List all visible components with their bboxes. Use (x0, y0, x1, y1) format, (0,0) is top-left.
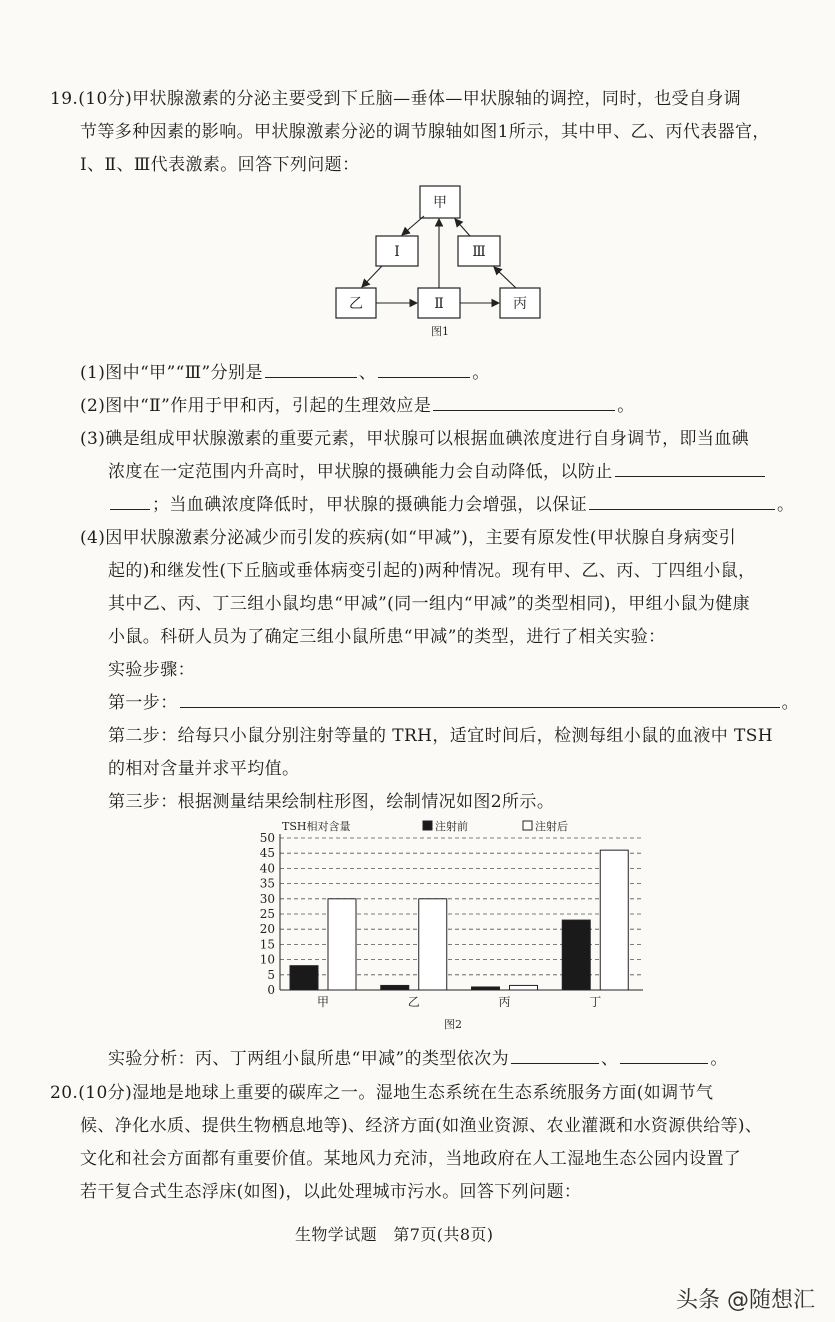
arrow-i-to-yi (362, 266, 382, 287)
y-tick-label: 25 (259, 907, 275, 921)
y-tick-label: 35 (259, 876, 275, 891)
q19-part-3-line-2: 浓度在一定范围内升高时，甲状腺的摄碘能力会自动降低，以防止 (108, 457, 767, 482)
y-tick-label: 0 (267, 983, 275, 997)
q20-line-3: 文化和社会方面都有重要价值。某地风力充沛，当地政府在人工湿地生态公园内设置了 (80, 1149, 742, 1169)
label-ii: Ⅱ (434, 296, 444, 312)
label-iii: Ⅲ (472, 244, 486, 260)
q19-part-3-line-3: ；当血碘浓度降低时，甲状腺的摄碘能力会增强，以保证 。 (108, 490, 794, 515)
label-i: Ⅰ (394, 244, 400, 260)
q20-line-1: 20.(10分)湿地是地球上重要的碳库之一。湿地生态系统在生态系统服务方面(如调节气 (50, 1083, 714, 1103)
q20-line-4: 若干复合式生态浮床(如图)，以此处理城市污水。回答下列问题： (80, 1182, 582, 1202)
arrow-iii-to-jia (455, 219, 470, 236)
bar (290, 966, 318, 990)
step-2-line-2: 的相对含量并求平均值。 (108, 759, 300, 779)
analysis: 实验分析：丙、丁两组小鼠所患“甲减”的类型依次为 、 。 (108, 1049, 728, 1069)
y-tick-label: 10 (259, 952, 275, 967)
q19-part-3-line-1: (3)碘是组成甲状腺激素的重要元素，甲状腺可以根据血碘浓度进行自身调节，即当血碘 (80, 429, 750, 449)
bar (562, 920, 590, 990)
q19-part-4-line-2: 起的)和继发性(下丘脑或垂体病变引起的)两种情况。现有甲、乙、丙、丁四组小鼠， (108, 561, 756, 581)
y-tick-label: 5 (267, 967, 275, 982)
step-2-line-1: 第二步：给每只小鼠分别注射等量的 TRH，适宜时间后，检测每组小鼠的血液中 TSH (108, 726, 773, 746)
q19-part-1: (1)图中“甲”“Ⅲ”分别是 、 。 (80, 363, 490, 383)
q19-line-3: Ⅰ、Ⅱ、Ⅲ代表激素。回答下列问题： (80, 155, 360, 175)
y-axis-label: TSH相对含量 (282, 820, 351, 833)
y-tick-label: 20 (259, 922, 275, 937)
page-footer: 生物学试题 第7页(共8页) (295, 1225, 494, 1244)
q19-part-4-line-3: 其中乙、丙、丁三组小鼠均患“甲减”(同一组内“甲减”的类型相同)，甲组小鼠为健康 (108, 594, 751, 614)
q19-line-1: 19.(10分)甲状腺激素的分泌主要受到下丘脑—垂体—甲状腺轴的调控，同时，也受自身调 (50, 89, 742, 109)
label-bing: 丙 (513, 296, 527, 312)
legend-label: 注射后 (535, 820, 568, 833)
bar (600, 850, 628, 990)
legend-swatch-0 (423, 821, 432, 830)
figure-1-diagram (320, 180, 550, 340)
x-tick-label: 乙 (407, 995, 420, 1009)
y-tick-label: 45 (259, 846, 275, 861)
arrow-jia-to-i (402, 216, 424, 235)
steps-title: 实验步骤： (108, 660, 195, 680)
step-1: 第一步： 。 (108, 693, 800, 713)
bar (381, 985, 409, 990)
legend-swatch-1 (523, 821, 532, 830)
q20-line-2: 候、净化水质、提供生物栖息地等)、经济方面(如渔业资源、农业灌溉和水资源供给等)、 (80, 1116, 763, 1136)
y-tick-label: 15 (259, 937, 275, 952)
x-tick-label: 甲 (316, 995, 330, 1009)
bar (510, 985, 538, 990)
figure-2-caption: 图2 (444, 1018, 462, 1031)
q19-line-2: 节等多种因素的影响。甲状腺激素分泌的调节腺轴如图1所示，其中甲、乙、丙代表器官， (80, 122, 770, 142)
bar (328, 899, 356, 990)
legend-label: 注射前 (435, 820, 468, 833)
label-yi: 乙 (349, 296, 363, 312)
q19-part-4-line-4: 小鼠。科研人员为了确定三组小鼠所患“甲减”的类型，进行了相关实验： (108, 627, 666, 647)
q19-part-2: (2)图中“Ⅱ”作用于甲和丙，引起的生理效应是 。 (80, 396, 635, 416)
x-tick-label: 丙 (498, 995, 511, 1009)
y-tick-label: 30 (259, 891, 275, 906)
y-tick-label: 50 (259, 831, 275, 845)
y-tick-label: 40 (259, 861, 275, 876)
q19-part-4-line-1: (4)因甲状腺激素分泌减少而引发的疾病(如“甲减”)，主要有原发性(甲状腺自身病变引 (80, 528, 737, 548)
bar (472, 987, 500, 990)
watermark: 头条 @随想汇 (676, 1288, 815, 1313)
arrow-bing-to-iii (494, 267, 516, 288)
label-jia: 甲 (433, 195, 447, 211)
figure-1-caption: 图1 (431, 325, 449, 338)
step-3: 第三步：根据测量结果绘制柱形图，绘制情况如图2所示。 (108, 792, 555, 812)
figure-2-bar-chart (248, 814, 658, 1034)
x-tick-label: 丁 (589, 995, 602, 1009)
bar (419, 899, 447, 990)
